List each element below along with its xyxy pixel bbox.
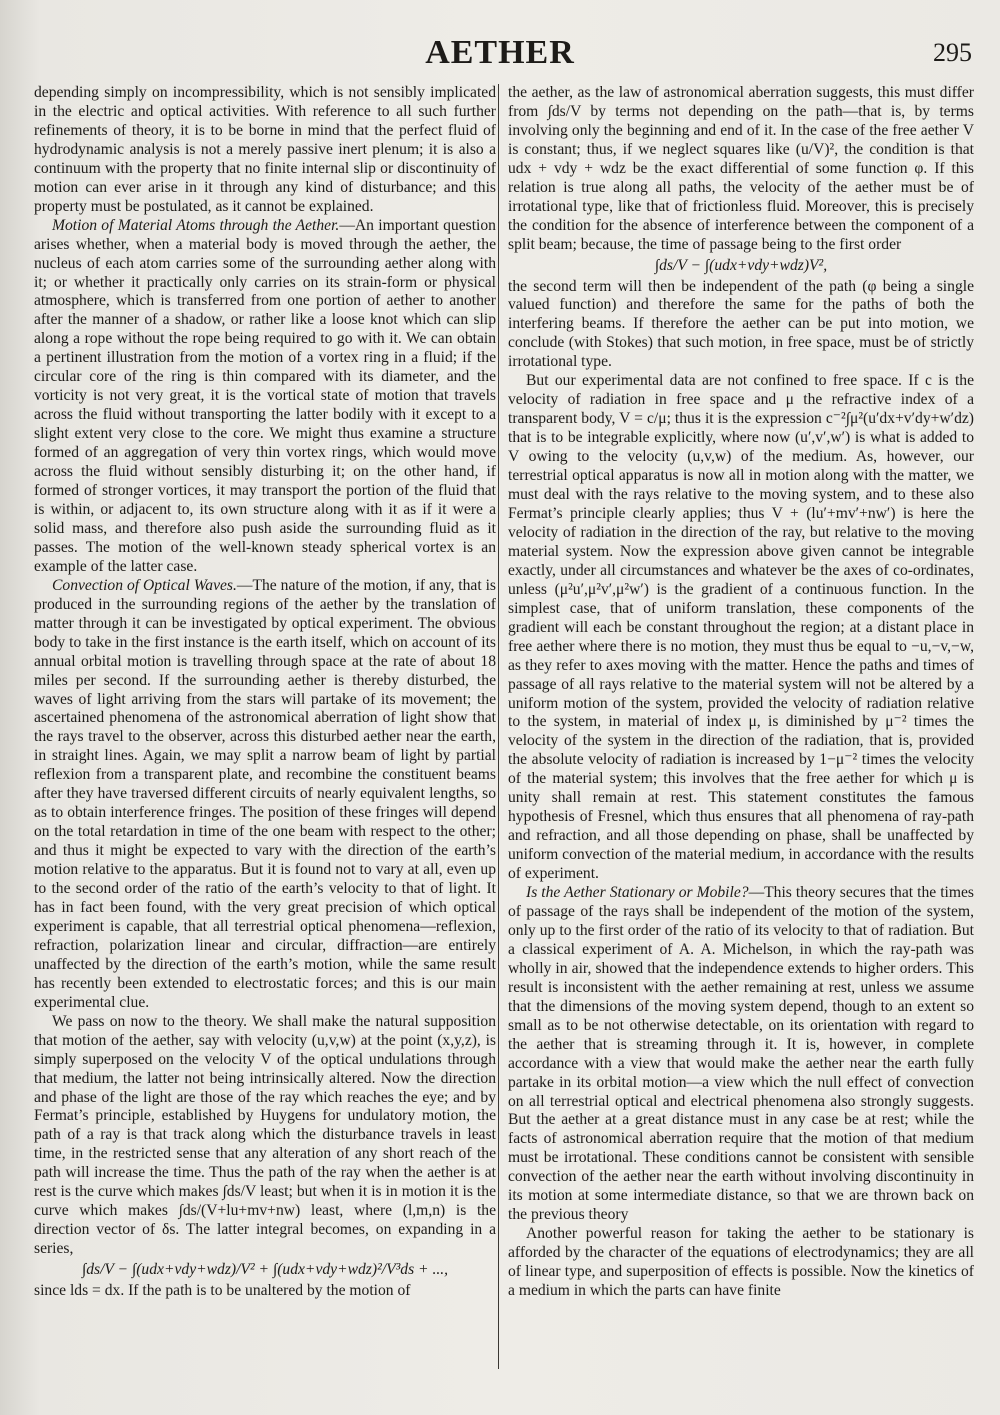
paragraph-text: —An important question arises whether, when a material body is moved through the aether, the nucleus of each atom carries some of the surrounding aether along with it; or whether it practically only carries on its strain-form or physical atmosphere, which is transferred from one portion of aether to another after the manner of a shadow, or rather like a loose knot which can slip along a rope without the rope being required to go with it. We can obtain a pertinent illustration from the motion of a vortex ring in a fluid; if the circular core of the ring is thin compared with its diameter, and the vorticity is not very great, it is the vortical state of motion that travels across the fluid without transporting the latter bodily with it except to a slight extent very close to the core. We might thus examine a structure formed of an aggregation of very thin vortex rings, which would move across the fluid without sensibly disturbing it; on the other hand, if formed of stronger vortices, it may transport the portion of the fluid that is within, or adjacent to, its own structure along with it as if it were a solid mass, and therefore also push aside the surrounding fluid as it passes. The motion of the well-known steady spherical vortex is an example of the latter case. (34, 216, 496, 575)
paragraph (508, 884, 974, 1225)
left-column (34, 84, 496, 1301)
right-column (508, 84, 974, 1301)
paragraph: We pass on now to the theory. We shall make the natural supposition that motion of the aether, say with velocity (u,v,w) at the point (x,y,z), is simply superposed on the velocity V of the optical undulations through that medium, the latter not being intrinsically altered. Now the direction and phase of the light are those of the ray which reaches the eye; and by Fermat’s principle, established by Huygens for undulatory motion, the path of a ray is that track along which the disturbance travels in least time, in the restricted sense that any alteration of any short reach of the path will increase the time. Thus the path of the ray when the aether is at rest is the curve which makes ∫ds/V least; but when it is in motion it is the curve which makes ∫ds/(V+lu+mv+nw) least, where (l,m,n) is the direction vector of δs. The latter integral becomes, on expanding in a series, (34, 1012, 496, 1258)
column-divider (498, 84, 499, 1369)
formula: ∫ds/V − ∫(udx+vdy+wdz)V², (654, 256, 828, 274)
paragraph: since lds = dx. If the path is to be unaltered by the motion of (34, 1282, 411, 1300)
section-heading: Is the Aether Stationary or Mobile? (526, 884, 749, 902)
paragraph-text: —This theory secures that the times of passage of the rays shall be independent of the motion of the system, only up to the first order of the ratio of its velocity to that of radiation. But a classical experiment of A. A. Michelson, in which the ray-path was wholly in air, showed that the independence extends to higher orders. This result is inconsistent with the aether remaining at rest, unless we assume that the dimensions of the moving system depend, though to an extent so small as to be not otherwise detectable, on its orientation with regard to the aether that is streaming through it. It is, however, in complete accordance with a view that would make the aether near the earth fully partake in its orbital motion—a view which the null effect of convection on all terrestrial optical and electrical phenomena also strongly suggests. But the aether at a great distance must in any case be at rest; while the facts of astronomical aberration require that the motion of that medium must be irrotational. These conditions cannot be consistent with sensible convection of the aether near the earth without involving discontinuity in its motion at some intermediate distance, so that we are thrown back on the previous theory (508, 884, 974, 1224)
paragraph: the second term will then be independent of the path (φ being a single valued function) and therefore the same for the paths of both the interfering beams. If therefore the aether can be put into motion, we conclude (with Stokes) that such motion, in free space, must be of strictly irrotational type. (508, 277, 974, 371)
page-header (0, 30, 1000, 80)
section-heading: Motion of Material Atoms through the Aether. (52, 216, 340, 234)
section-heading: Convection of Optical Waves. (52, 576, 237, 594)
paragraph (34, 217, 496, 577)
paragraph: the aether, as the law of astronomical aberration suggests, this must differ from ∫ds/V by terms not depending on the path—that is, by terms involving only the beginning and end of it. In the case of the free aether V is constant; thus, if we neglect squares like (u/V)², the condition is that udx + vdy + wdz be the exact differential of some function φ. If this relation is true along all paths, the velocity of the aether must be of irrotational type, like that of frictionless fluid. Moreover, this is precisely the condition for the absence of interference between the component of a split beam; because, the time of passage being to the first order (508, 84, 974, 253)
paragraph: But our experimental data are not confined to free space. If c is the velocity of radiation in free space and μ the refractive index of a transparent body, V = c/μ; thus it is the expression c⁻²∫μ²(u′dx+v′dy+w′dz) that is to be integrable explicitly, where now (u′,v′,w′) is what is added to V owing to the velocity (u,v,w) of the medium. As, however, our terrestrial optical apparatus is now all in motion along with the matter, we must deal with the rays relative to the moving system, and to these also Fermat’s principle clearly applies; thus V + (lu′+mv′+nw′) is here the velocity of radiation in the direction of the ray, but relative to the moving material system. Now the expression above given cannot be integrable exactly, under all circumstances and whatever be the axes of co-ordinates, unless (μ²u′,μ²v′,μ²w′) is the gradient of a continuous function. In the simplest case, that of uniform translation, these components of the gradient will each be constant throughout the region; at a distant place in free aether where there is no motion, they must thus be equal to −u,−v,−w, as they refer to axes moving with the matter. Hence the paths and times of passage of all rays relative to the material system will not be altered by a uniform motion of the system, provided the velocity of radiation relative to the system, in material of index μ, is diminished by μ⁻² times the velocity of the system in the direction of the radiation, that is, provided the absolute velocity of radiation is increased by 1−μ⁻² times the velocity of the material system; this involves that the free aether for which μ is unity shall remain at rest. This statement constitutes the famous hypothesis of Fresnel, which thus ensures that all phenomena of ray-path and refraction, and all those depending on phase, shall be unaffected by uniform convection of the material medium, in accordance with the results of experiment. (508, 372, 974, 883)
paragraph-text: —The nature of the motion, if any, that is produced in the surrounding regions of the aether by the translation of matter through it can be investigated by optical experiment. The obvious body to take in the first instance is the earth itself, which on account of its annual orbital motion is travelling through space at the rate of about 18 miles per second. If the surrounding aether is thereby disturbed, the waves of light arriving from the stars will partake of its movement; the ascertained phenomena of the astronomical aberration of light show that the rays travel to the observer, across this disturbed aether near the earth, in straight lines. Again, we may split a narrow beam of light by partial reflexion from a transparent plate, and recombine the constituent beams after they have traversed different circuits of nearly equivalent lengths, so as to obtain interference fringes. The position of these fringes will depend on the total retardation in time of the one beam with respect to the other; and thus it might be expected to vary with the direction of the earth’s motion relative to the apparatus. But it is found not to vary at all, even up to the second order of the ratio of the earth’s velocity to that of light. It has in fact been found, with the very great precision of which optical experiment is capable, that all terrestrial optical phenomena—reflexion, refraction, polarization linear and circular, diffraction—are entirely unaffected by the direction of the earth’s motion, while the same result has recently been extended to electrostatic forces; and this is our main experimental clue. (34, 576, 496, 1011)
paragraph: Another powerful reason for taking the aether to be stationary is afforded by the character of the equations of electrodynamics; they are all of linear type, and superposition of effects is possible. Now the kinetics of a medium in which the parts can have finite (508, 1225, 974, 1300)
running-title: AETHER (425, 34, 575, 71)
paragraph: depending simply on incompressibility, which is not sensibly implicated in the electric and optical activities. With reference to all such further refinements of theory, it is to be borne in mind that the perfect fluid of hydrodynamic analysis is not a merely passive inert plenum; it is also a continuum with the property that no finite internal slip or discontinuity of motion can ever arise in it through any kind of disturbance; and this property must be postulated, as it cannot be explained. (34, 84, 496, 215)
formula: ∫ds/V − ∫(udx+vdy+wdz)/V² + ∫(udx+vdy+wdz)²/V³ds + ..., (81, 1261, 449, 1279)
page-number: 295 (933, 38, 972, 67)
paragraph (34, 577, 496, 1013)
